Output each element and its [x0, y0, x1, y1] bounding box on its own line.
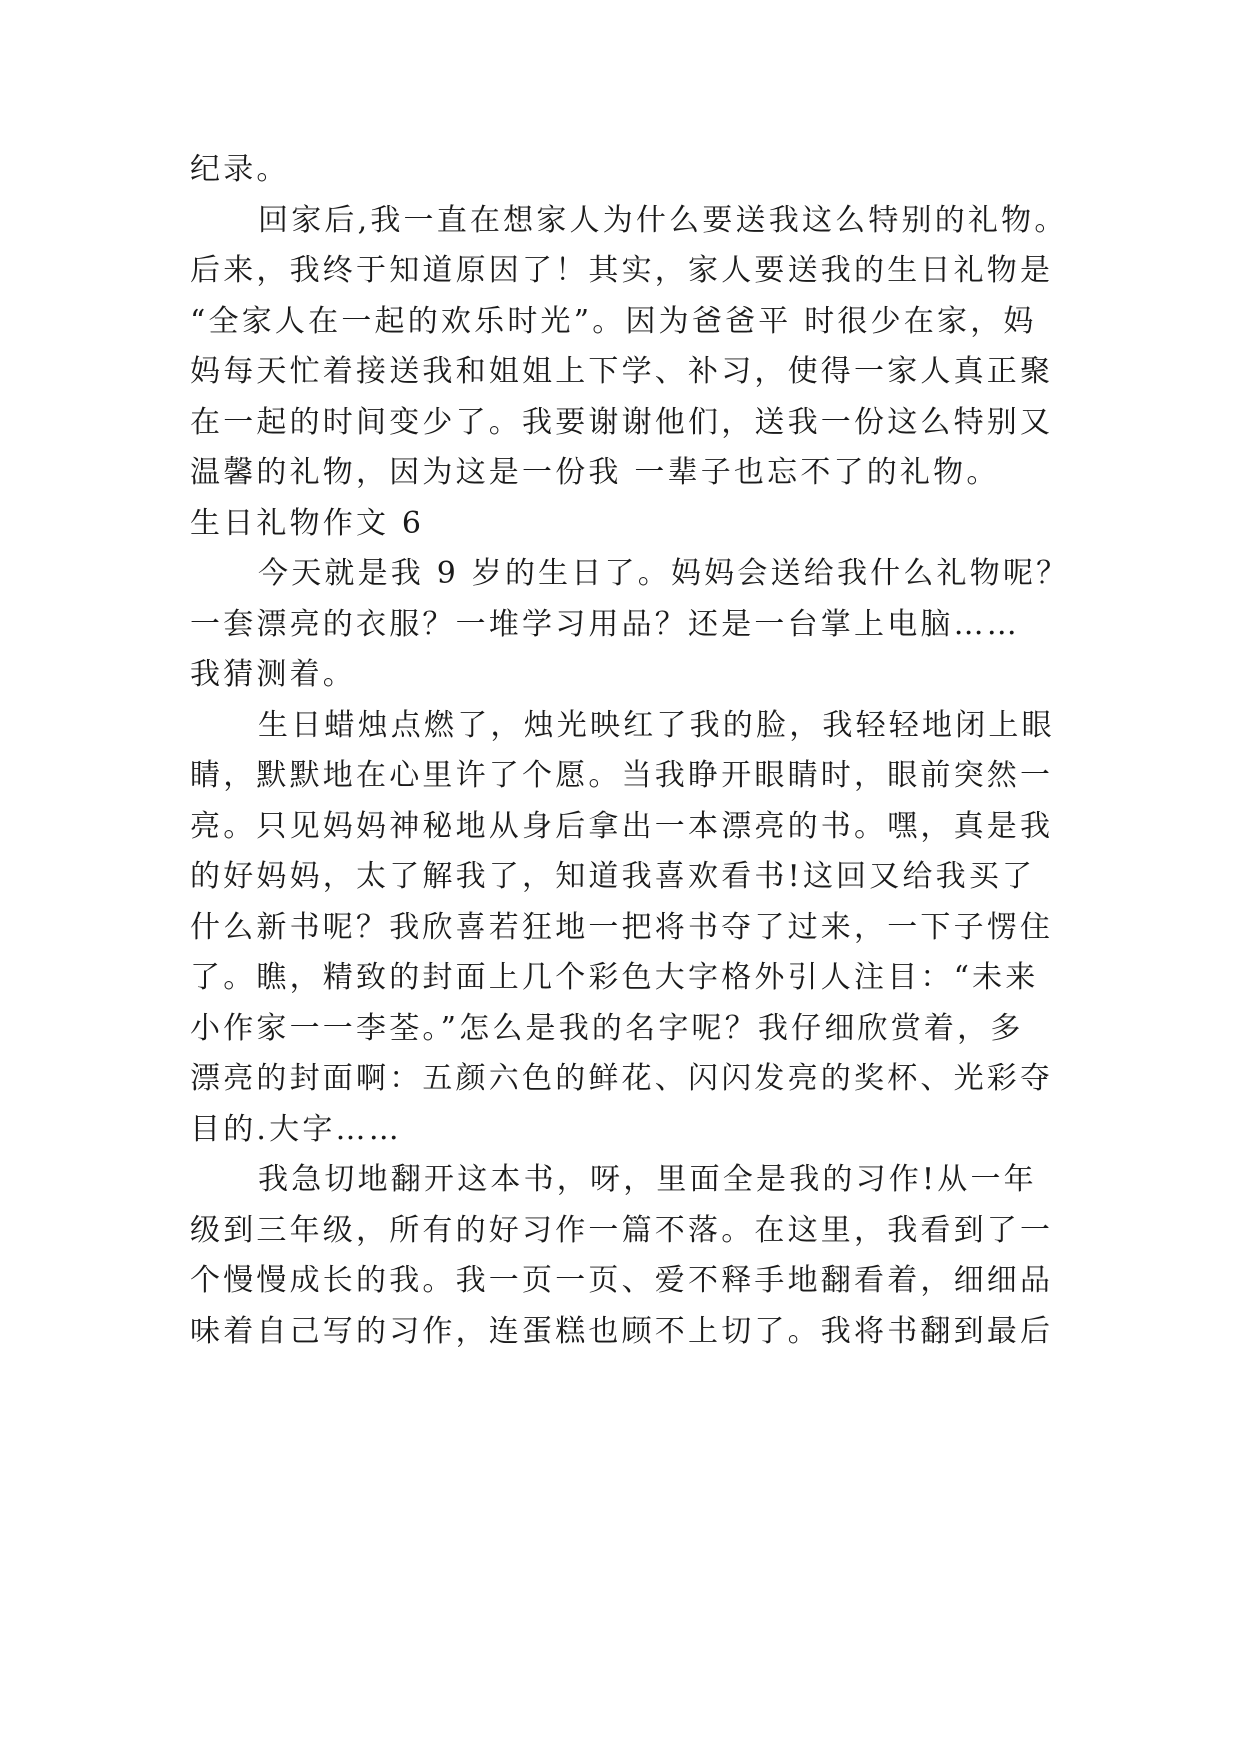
paragraph-line: 个慢慢成长的我。我一页一页、爱不释手地翻看着，细细品: [190, 1263, 1054, 1298]
paragraph-line: 睛，默默地在心里许了个愿。当我睁开眼睛时，眼前突然一: [190, 758, 1054, 793]
paragraph-line: 小作家一一李荃。”怎么是我的名字呢？我仔细欣赏着，多: [190, 1011, 1024, 1046]
paragraph-line: 温馨的礼物，因为这是一份我 一辈子也忘不了的礼物。: [190, 455, 1000, 490]
paragraph-line: 我急切地翻开这本书，呀，里面全是我的习作!从一年: [258, 1162, 1037, 1197]
paragraph-line: 妈每天忙着接送我和姐姐上下学、补习，使得一家人真正聚: [190, 354, 1054, 389]
paragraph-line: 一套漂亮的衣服？一堆学习用品？还是一台掌上电脑……: [190, 607, 1020, 642]
paragraph-line: 生日蜡烛点燃了，烛光映红了我的脸，我轻轻地闭上眼: [258, 708, 1055, 743]
paragraph-line: 目的.大字……: [190, 1112, 402, 1147]
paragraph-line: 后来，我终于知道原因了！其实，家人要送我的生日礼物是: [190, 253, 1054, 288]
paragraph-line: 亮。只见妈妈神秘地从身后拿出一本漂亮的书。嘿，真是我: [190, 809, 1054, 844]
paragraph-line: 我猜测着。: [190, 657, 356, 692]
section-heading: 生日礼物作文 6: [190, 506, 425, 541]
paragraph-line: 的好妈妈，太了解我了，知道我喜欢看书!这回又给我买了: [190, 859, 1036, 894]
paragraph-line: 纪录。: [190, 152, 290, 187]
paragraph-line: 什么新书呢？我欣喜若狂地一把将书夺了过来，一下子愣住: [190, 910, 1054, 945]
paragraph-line: 漂亮的封面啊：五颜六色的鲜花、闪闪发亮的奖杯、光彩夺: [190, 1061, 1054, 1096]
paragraph-line: 了。瞧，精致的封面上几个彩色大字格外引人注目：“未来: [190, 960, 1039, 995]
paragraph-line: 味着自己写的习作，连蛋糕也顾不上切了。我将书翻到最后: [190, 1314, 1054, 1349]
paragraph-line: 今天就是我 9 岁的生日了。妈妈会送给我什么礼物呢？: [258, 556, 1070, 591]
paragraph-line: 回家后,我一直在想家人为什么要送我这么特别的礼物。: [258, 203, 1068, 238]
paragraph-line: 在一起的时间变少了。我要谢谢他们，送我一份这么特别又: [190, 405, 1054, 440]
paragraph-line: 级到三年级，所有的好习作一篇不落。在这里，我看到了一: [190, 1213, 1054, 1248]
paragraph-line: “全家人在一起的欢乐时光”。因为爸爸平 时很少在家，妈: [190, 304, 1037, 339]
